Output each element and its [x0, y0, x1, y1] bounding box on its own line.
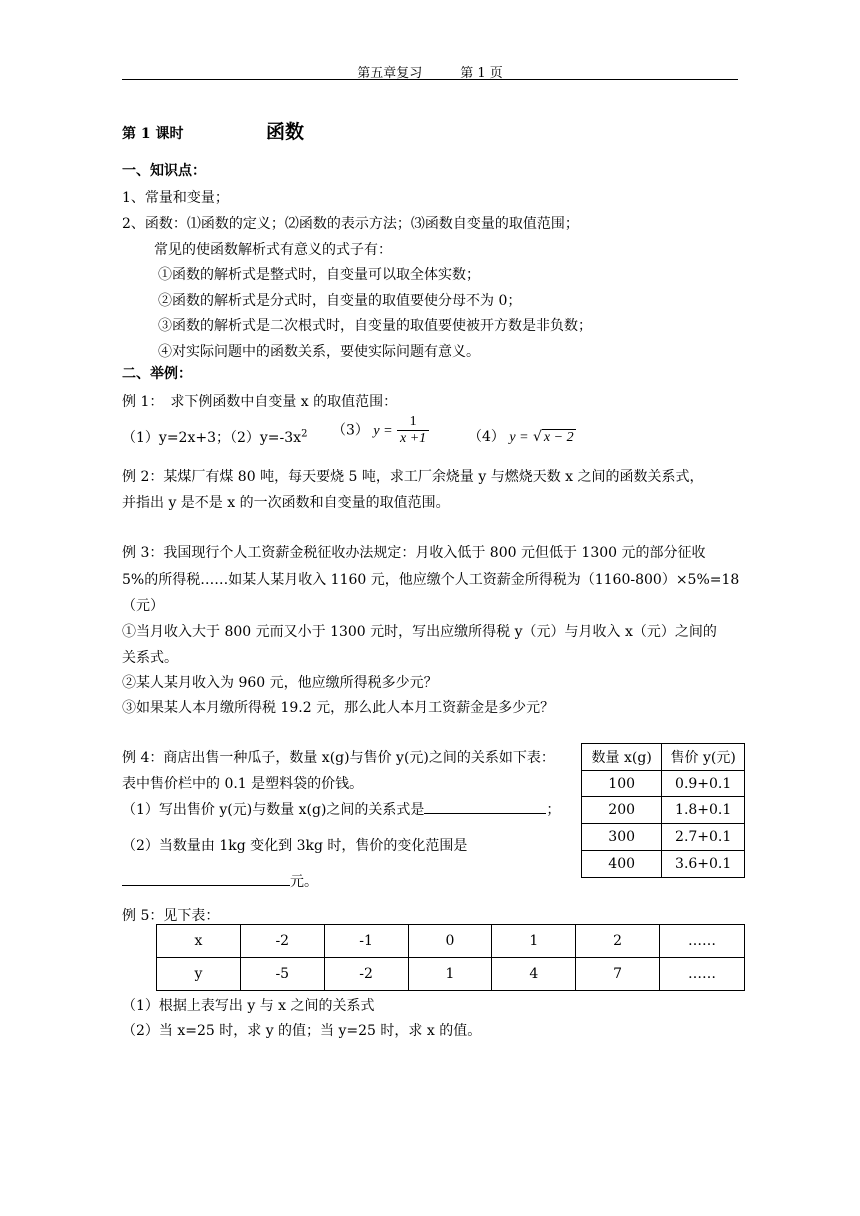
table-cell: 1	[408, 958, 492, 991]
knowledge-item-2: 2、函数：⑴函数的定义；⑵函数的表示方法；⑶函数自变量的取值范围；	[122, 216, 579, 232]
example-1-part-4	[468, 426, 576, 446]
table-cell: 100	[582, 771, 662, 797]
table-header-cell: 售价 y(元)	[662, 744, 745, 771]
knowledge-rule-4: ④对实际问题中的函数关系，要使实际问题有意义。	[158, 344, 480, 360]
fraction-denominator: x +1	[397, 430, 429, 447]
knowledge-item-1: 1、常量和变量；	[122, 190, 229, 206]
example-3-q1-cont: 关系式。	[122, 650, 178, 666]
table-row	[582, 797, 745, 824]
answer-blank[interactable]	[122, 871, 290, 886]
example-3-line-2: 5%的所得税……如某人某月收入 1160 元，他应缴个人工资薪金所得税为（1160-800）×5%=18	[122, 572, 740, 588]
example-1-prompt: 例 1： 求下例函数中自变量 x 的取值范围：	[122, 394, 398, 410]
header-page-number: 第 1 页	[460, 66, 503, 81]
answer-blank[interactable]	[424, 799, 546, 814]
example-5-q2: （2）当 x=25 时，求 y 的值；当 y=25 时，求 x 的值。	[122, 1023, 482, 1039]
table-cell: -2	[324, 958, 408, 991]
fraction-numerator: 1	[409, 414, 417, 429]
table-cell: 300	[582, 824, 662, 851]
example-4-q1-end: ；	[546, 802, 561, 818]
example-3-q3: ③如果某人本月缴所得税 19.2 元，那么此人本月工资薪金是多少元？	[122, 700, 555, 716]
example-5-table	[156, 924, 745, 991]
example-4-line-1: 例 4：商店出售一种瓜子，数量 x(g)与售价 y(元)之间的关系如下表：	[122, 750, 555, 766]
example-1-part-1-2-text: （1）y=2x+3；（2）y=-3x	[122, 430, 302, 446]
table-cell: 3.6+0.1	[662, 851, 745, 878]
example-5-q1: （1）根据上表写出 y 与 x 之间的关系式	[122, 998, 375, 1014]
fraction	[397, 414, 429, 447]
table-cell: x	[157, 925, 241, 958]
part-3-lhs: y =	[373, 423, 393, 439]
example-4-q2-answer	[122, 871, 318, 891]
table-cell: 2	[576, 925, 660, 958]
example-3-q2: ②某人某月收入为 960 元，他应缴所得税多少元？	[122, 675, 438, 691]
example-1-part-3	[332, 414, 429, 447]
table-cell: 1.8+0.1	[662, 797, 745, 824]
example-2-line-1: 例 2：某煤厂有煤 80 吨，每天要烧 5 吨，求工厂余烧量 y 与燃烧天数 x 之间的函数关系式，	[122, 469, 704, 485]
example-2-line-2: 并指出 y 是不是 x 的一次函数和自变量的取值范围。	[122, 495, 450, 511]
example-3-q1: ①当月收入大于 800 元而又小于 1300 元时，写出应缴所得税 y（元）与月收入 x（元）之间的	[122, 624, 717, 640]
radicand: x − 2	[543, 430, 574, 445]
knowledge-rule-1: ①函数的解析式是整式时，自变量可以取全体实数；	[158, 267, 480, 283]
example-4-q1	[122, 799, 560, 819]
example-3-line-3: （元）	[122, 598, 164, 614]
table-cell: -1	[324, 925, 408, 958]
table-row-x	[157, 925, 745, 958]
knowledge-note: 常见的使函数解析式有意义的式子有：	[154, 242, 392, 258]
table-cell: 4	[492, 958, 576, 991]
table-cell: ……	[660, 958, 745, 991]
example-4-q2: （2）当数量由 1kg 变化到 3kg 时，售价的变化范围是	[122, 838, 468, 854]
header-rule	[122, 79, 738, 80]
table-row	[582, 851, 745, 878]
table-row	[582, 771, 745, 797]
knowledge-rule-3: ③函数的解析式是二次根式时，自变量的取值要使被开方数是非负数；	[158, 318, 592, 334]
table-cell: y	[157, 958, 241, 991]
table-row-y	[157, 958, 745, 991]
part-4-lhs: y =	[509, 430, 529, 445]
lesson-label: 第 1 课时	[122, 126, 184, 142]
example-4-q1-text: （1）写出售价 y(元)与数量 x(g)之间的关系式是	[122, 802, 425, 818]
section-examples-heading: 二、举例：	[122, 366, 192, 382]
table-row	[582, 824, 745, 851]
example-4-table	[581, 743, 745, 878]
section-knowledge-heading: 一、知识点：	[122, 163, 206, 179]
sqrt-sign-icon: √	[533, 429, 542, 445]
table-cell: 2.7+0.1	[662, 824, 745, 851]
example-5-prompt: 例 5：见下表：	[122, 908, 220, 924]
table-cell: -2	[240, 925, 324, 958]
example-4-q2-end: 元。	[290, 874, 318, 890]
header-chapter: 第五章复习	[357, 66, 423, 81]
table-cell: 7	[576, 958, 660, 991]
table-header-row	[582, 744, 745, 771]
table-cell: 0.9+0.1	[662, 771, 745, 797]
table-cell: 400	[582, 851, 662, 878]
part-4-label: （4）	[468, 429, 505, 445]
example-4-line-2: 表中售价栏中的 0.1 是塑料袋的价钱。	[122, 776, 364, 792]
exponent: 2	[301, 428, 308, 440]
table-cell: 1	[492, 925, 576, 958]
table-cell: ……	[660, 925, 745, 958]
table-cell: 0	[408, 925, 492, 958]
table-cell: 200	[582, 797, 662, 824]
part-3-label: （3）	[332, 422, 369, 439]
knowledge-rule-2: ②函数的解析式是分式时，自变量的取值要使分母不为 0；	[158, 293, 522, 309]
table-header-cell: 数量 x(g)	[582, 744, 662, 771]
example-3-line-1: 例 3：我国现行个人工资薪金税征收办法规定：月收入低于 800 元但低于 1300 元的部分征收	[122, 545, 706, 561]
lesson-title: 函数	[266, 121, 305, 143]
table-cell: -5	[240, 958, 324, 991]
example-1-parts-1-2	[122, 427, 307, 447]
